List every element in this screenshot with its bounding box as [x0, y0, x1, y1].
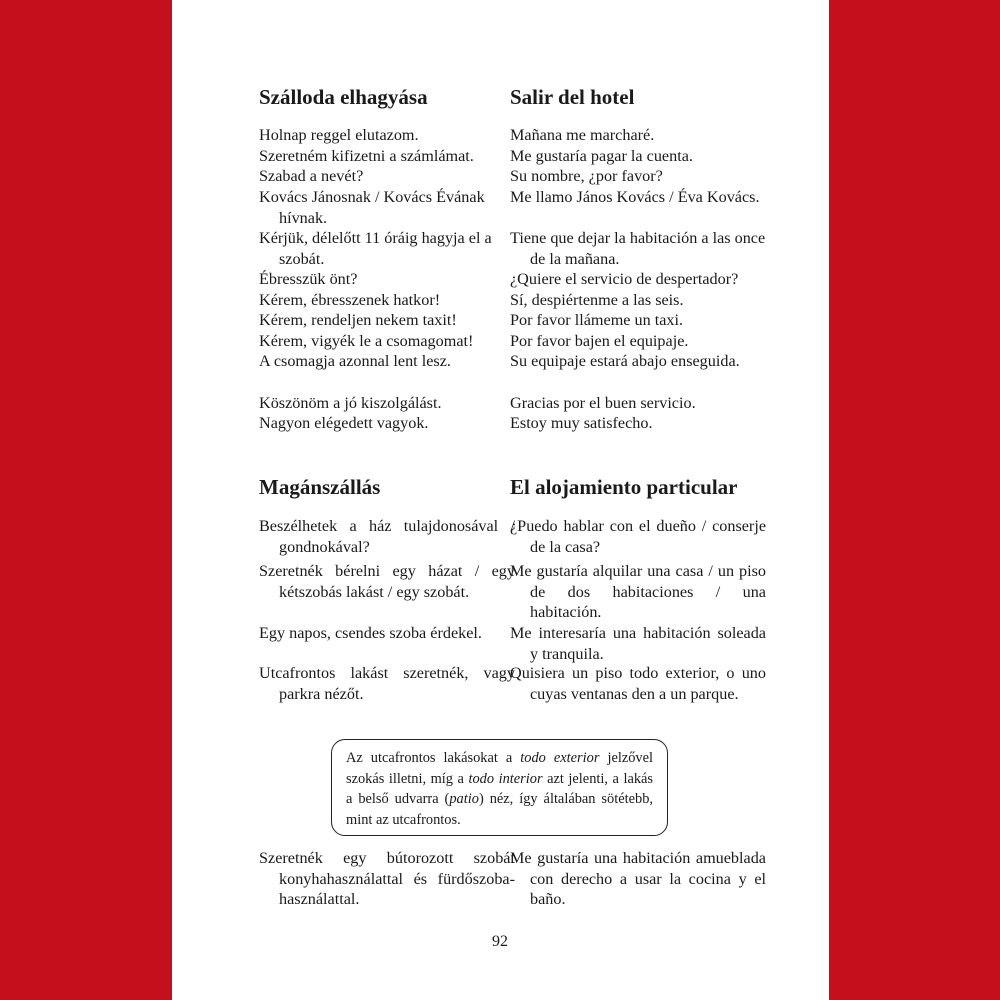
phrase-es: Me gustaría una habitación amueblada con derecho a usar la cocina y el baño.: [510, 849, 766, 908]
note-box: [331, 739, 668, 836]
phrase-es: Mañana me marcharé.: [510, 126, 655, 144]
note-text-part: azt jelenti, a lakás a belső udvarra (: [346, 770, 654, 807]
phrase-hu: Ébresszük önt?: [259, 270, 358, 288]
phrase-hu: Holnap reggel elutazom.: [259, 126, 419, 144]
phrase-hu: Kovács Jánosnak / Kovács Évának hívnak.: [259, 188, 485, 227]
phrase-hu: Szeretnék bérelni egy házat / egy kétszobás lakást / egy szobát.: [259, 562, 515, 601]
note-text: [346, 748, 653, 830]
phrase-es: Estoy muy satisfecho.: [510, 414, 653, 432]
note-text-part: Az utcafrontos lakásokat a: [346, 750, 521, 766]
phrase-es: ¿Quiere el servicio de despertador?: [510, 270, 739, 288]
phrase-es: Gracias por el buen servicio.: [510, 394, 696, 412]
page-number: 92: [492, 933, 508, 950]
section-heading-es: Salir del hotel: [510, 85, 635, 109]
phrase-hu: Nagyon elégedett vagyok.: [259, 414, 429, 432]
phrase-hu: Köszönöm a jó kiszolgálást.: [259, 394, 442, 412]
section-heading-hu: Magánszállás: [259, 475, 381, 499]
phrase-hu: Szabad a nevét?: [259, 167, 364, 185]
phrase-hu: Beszélhetek a ház tulajdonosával / gondnokával?: [259, 517, 515, 556]
note-italic-term: todo exterior: [520, 750, 600, 766]
section-heading-es: El alojamiento particular: [510, 475, 738, 499]
note-italic-term: patio: [449, 791, 479, 807]
phrase-es: Por favor bajen el equipaje.: [510, 332, 689, 350]
phrase-es: Me gustaría alquilar una casa / un piso de dos habitaciones / una habitación.: [510, 562, 766, 621]
phrase-hu: Kérem, ébresszenek hatkor!: [259, 291, 441, 309]
phrase-hu: Szeretném kifizetni a számlámat.: [259, 147, 474, 165]
phrase-es: Por favor llámeme un taxi.: [510, 311, 684, 329]
phrase-es: Me interesaría una habitación soleada y tranquila.: [510, 624, 766, 663]
phrase-hu: Kérem, rendeljen nekem taxit!: [259, 311, 457, 329]
section-heading-hu: Szálloda elhagyása: [259, 85, 428, 109]
phrase-es: ¿Puedo hablar con el dueño / conserje de la casa?: [510, 517, 766, 556]
phrase-es: Sí, despiértenme a las seis.: [510, 291, 684, 309]
phrase-hu: Kérem, vigyék le a csomagomat!: [259, 332, 474, 350]
phrase-hu: Utcafrontos lakást szeretnék, vagy parkra nézőt.: [259, 664, 515, 703]
note-text-part: jelzővel szokás illetni, míg a: [346, 750, 653, 787]
phrase-hu: A csomagja azonnal lent lesz.: [259, 352, 451, 370]
phrase-es: Quisiera un piso todo exterior, o uno cuyas ventanas den a un parque.: [510, 664, 766, 703]
phrase-es: Su equipaje estará abajo enseguida.: [510, 352, 740, 370]
phrase-es: Me llamo János Kovács / Éva Kovács.: [510, 188, 760, 206]
phrase-hu: Kérjük, délelőtt 11 óráig hagyja el a szobát.: [259, 229, 492, 268]
phrase-es: Me gustaría pagar la cuenta.: [510, 147, 693, 165]
phrase-hu: Szeretnék egy bútorozott szobát konyhahasználattal és fürdőszoba-használattal.: [259, 849, 515, 908]
note-italic-term: todo interior: [468, 770, 543, 787]
phrase-es: Tiene que dejar la habitación a las once de la mañana.: [510, 229, 766, 268]
phrase-hu: Egy napos, csendes szoba érdekel.: [259, 624, 482, 642]
phrase-es: Su nombre, ¿por favor?: [510, 167, 663, 185]
note-text-part: ) néz, így általában sötétebb, mint az utcafrontos.: [346, 791, 653, 828]
